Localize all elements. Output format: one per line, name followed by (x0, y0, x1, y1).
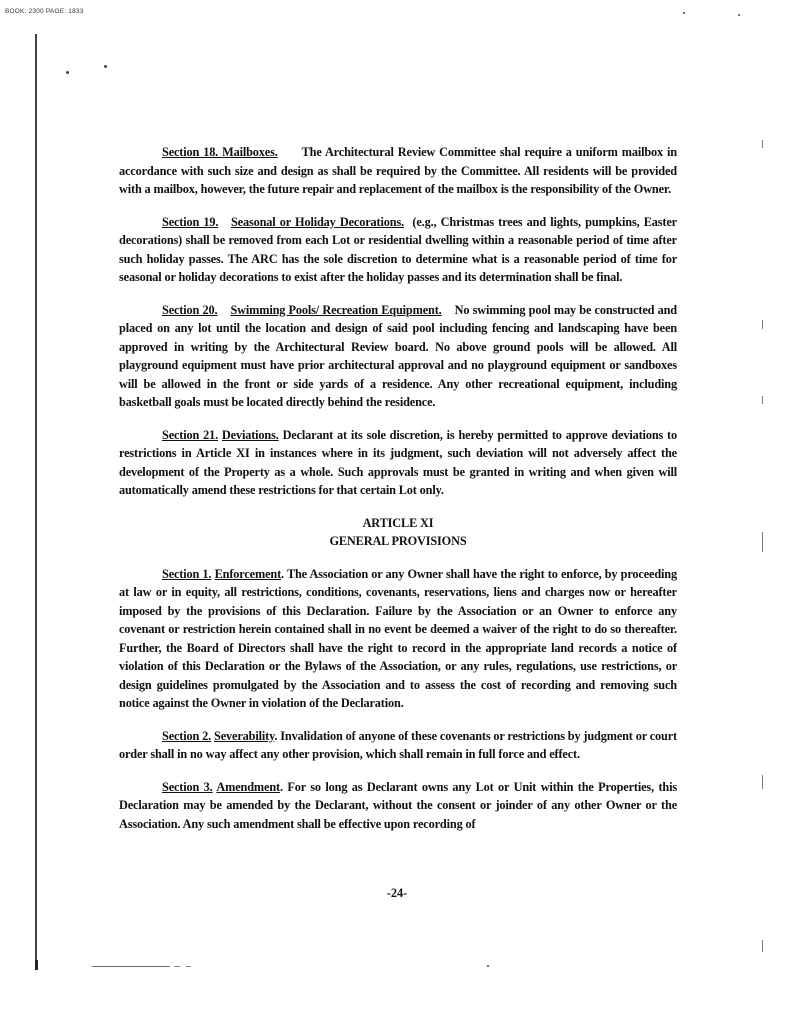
bottom-scan-rule (92, 966, 170, 967)
section-title: Enforcement (214, 566, 282, 581)
section-label: Section 19. (162, 214, 219, 229)
section-body: The Architectural Review Committee shal require a uniform mailbox in accordance with such size and design as shall be required by the Committee. All residents will be provided with a mailbox, however, the future repair and replacement of the mailbox is the responsibility of the Owner. (119, 145, 677, 196)
section-label: Section 2. (162, 728, 212, 743)
left-margin-rule-end (35, 960, 38, 970)
bottom-scan-dash (186, 966, 191, 967)
provision-2-paragraph (119, 727, 677, 764)
bottom-scan-dash (174, 966, 180, 967)
scan-speck (738, 14, 740, 16)
scan-speck (104, 65, 107, 68)
right-edge-tick (762, 140, 763, 148)
section-label: Section 3. (162, 779, 213, 794)
section-label: Section 1. (162, 566, 212, 581)
page-number: -24- (386, 886, 408, 900)
document-body (119, 143, 677, 847)
section-heading: Section 18. Mailboxes. (162, 145, 278, 159)
section-body: No swimming pool may be constructed and placed on any lot until the location and design of said pool including fencing and landscaping have been approved in writing by the Architectural Review board. No above ground pools will be allowed. All playground equipment must have prior architectural approval and no playground equipment or sandboxes will be allowed in the front or side yards of a residence. Any other recreational equipment, including basketball goals must be located directly behind the residence. (119, 302, 677, 409)
right-edge-tick (762, 775, 763, 789)
article-number: ARTICLE XI (362, 515, 434, 530)
section-19-paragraph (119, 213, 677, 287)
right-edge-tick (762, 396, 763, 404)
left-margin-rule (35, 34, 37, 968)
section-body: . Invalidation of anyone of these covenants or restrictions by judgment or court order shall in no way affect any other provision, which shall remain in full force and effect. (119, 728, 677, 761)
scan-speck (683, 12, 685, 14)
section-18-paragraph (119, 143, 677, 199)
section-title: Amendment (216, 779, 280, 794)
section-body: . The Association or any Owner shall have the right to enforce, by proceeding at law or in equity, all restrictions, conditions, covenants, reservations, liens and charges now or hereafter imposed by the provisions of this Declaration. Failure by the Association or an Owner to enforce any covenant or restriction herein contained shall in no event be deemed a waiver of the right to do so thereafter. Further, the Board of Directors shall have the right to record in the appropriate land records a notice of violation of this Declaration or the Bylaws of the Association, or any rules, regulations, use restrictions, or design guidelines promulgated by the Association and to assess the cost of recording and removing such notice against the Owner in violation of the Declaration. (119, 566, 677, 710)
provision-3-paragraph (119, 778, 677, 834)
provision-1-paragraph (119, 565, 677, 713)
section-body: . For so long as Declarant owns any Lot or Unit within the Properties, this Declaration may be amended by the Declarant, without the consent or joinder of any other Owner or the Association. Any such amendment shall be effective upon recording of (119, 779, 677, 831)
scan-speck (487, 965, 489, 967)
article-title: GENERAL PROVISIONS (329, 534, 467, 548)
section-title: Swimming Pools/ Recreation Equipment. (230, 302, 442, 317)
section-body: Declarant at its sole discretion, is hereby permitted to approve deviations to restrictions in Article XI in instances where in its judgment, such deviation will not adversely affect the development of the Property as a whole. Such approvals must be granted in writing and when given will automatically amend these restrictions for that certain Lot only. (119, 427, 677, 497)
right-edge-tick (762, 940, 763, 952)
section-20-paragraph (119, 301, 677, 412)
section-21-paragraph (119, 426, 677, 500)
book-page-stamp: BOOK: 2300 PAGE: 1833 (5, 8, 84, 15)
section-label: Section 21. (162, 427, 219, 442)
section-body: (e.g., Christmas trees and lights, pumpkins, Easter decorations) shall be removed from each Lot or residential dwelling within a reasonable period of time after such holiday passes. The ARC has the sole discretion to determine what is a reasonable period of time for seasonal or holiday decorations to exist after the holiday passes and its determination shall be final. (119, 214, 677, 284)
scan-speck (66, 71, 69, 74)
section-title: Severability (214, 728, 275, 743)
section-title: Deviations. (221, 427, 279, 442)
section-label: Section 20. (162, 302, 218, 317)
right-edge-tick (762, 320, 763, 329)
right-edge-tick (762, 532, 763, 552)
section-title: Seasonal or Holiday Decorations. (230, 214, 404, 229)
